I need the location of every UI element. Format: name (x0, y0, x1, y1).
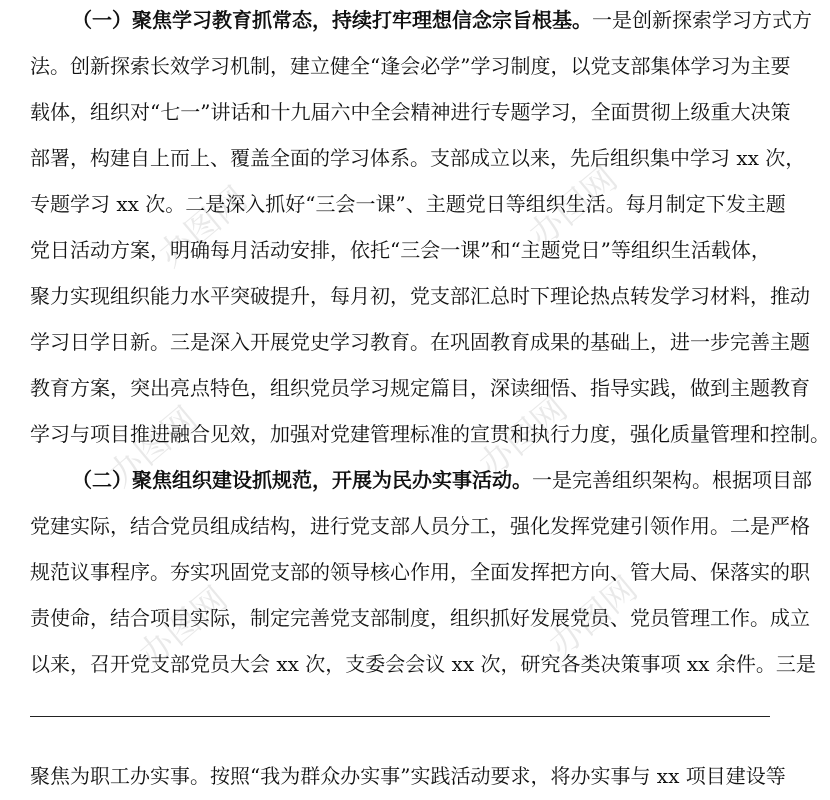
watermark: 办图网 (521, 159, 626, 256)
paragraph-line: 载体，组织对“七一”讲话和十九届六中全会精神进行专题学习，全面贯彻上级重大决策 (30, 100, 791, 124)
paragraph-line: 聚焦为职工办实事。按照“我为群众办实事”实践活动要求，将办实事与 xx 项目建设等 (30, 764, 786, 788)
section-heading: （二）聚焦组织建设抓规范，开展为民办实事活动。 (72, 468, 532, 492)
watermark: 办图网 (471, 389, 576, 486)
paragraph-line: 党建实际，结合党员组成结构，进行党支部人员分工，强化发挥党建引领作用。二是严格 (30, 514, 810, 538)
paragraph-line (72, 4, 812, 36)
paragraph-line: 专题学习 xx 次。二是深入抓好“三会一课”、主题党日等组织生活。每月制定下发主题 (30, 192, 786, 216)
paragraph-line: 以来，召开党支部党员大会 xx 次，支委会会议 xx 次，研究各类决策事项 xx 余件。三是 (30, 652, 816, 676)
paragraph-line: 学习与项目推进融合见效，加强对党建管理标准的宣贯和执行力度，强化质量管理和控制。 (30, 422, 830, 446)
paragraph-line: 责使命，结合项目实际，制定完善党支部制度，组织抓好发展党员、党员管理工作。成立 (30, 606, 810, 630)
watermark: 办图网 (101, 399, 206, 496)
section-heading: （一）聚焦学习教育抓常态，持续打牢理想信念宗旨根基。 (72, 8, 592, 32)
watermark: 办图网 (541, 569, 646, 666)
paragraph-line: 学习日学日新。三是深入开展党史学习教育。在巩固教育成果的基础上，进一步完善主题 (30, 330, 810, 354)
paragraph-text: 一是完善组织架构。根据项目部 (532, 468, 812, 492)
paragraph-line: 规范议事程序。夯实巩固党支部的领导核心作用，全面发挥把方向、管大局、保落实的职 (30, 560, 810, 584)
paragraph-line: 党日活动方案，明确每月活动安排，依托“三会一课”和“主题党日”等组织生活载体， (30, 238, 771, 262)
page-break-divider (30, 716, 770, 717)
paragraph-line: 教育方案，突出亮点特色，组织党员学习规定篇目，深读细悟、指导实践，做到主题教育 (30, 376, 810, 400)
paragraph-line: 聚力实现组织能力水平突破提升，每月初，党支部汇总时下理论热点转发学习材料，推动 (30, 284, 810, 308)
paragraph-line: 法。创新探索长效学习机制，建立健全“逢会必学”学习制度，以党支部集体学习为主要 (30, 54, 791, 78)
paragraph-line (72, 464, 812, 496)
paragraph-text: 一是创新探索学习方式方 (592, 8, 812, 32)
paragraph-line: 部署，构建自上而上、覆盖全面的学习体系。支部成立以来，先后组织集中学习 xx 次， (30, 146, 806, 170)
watermark: 办图网 (131, 579, 236, 676)
watermark: 办图网 (151, 179, 256, 276)
